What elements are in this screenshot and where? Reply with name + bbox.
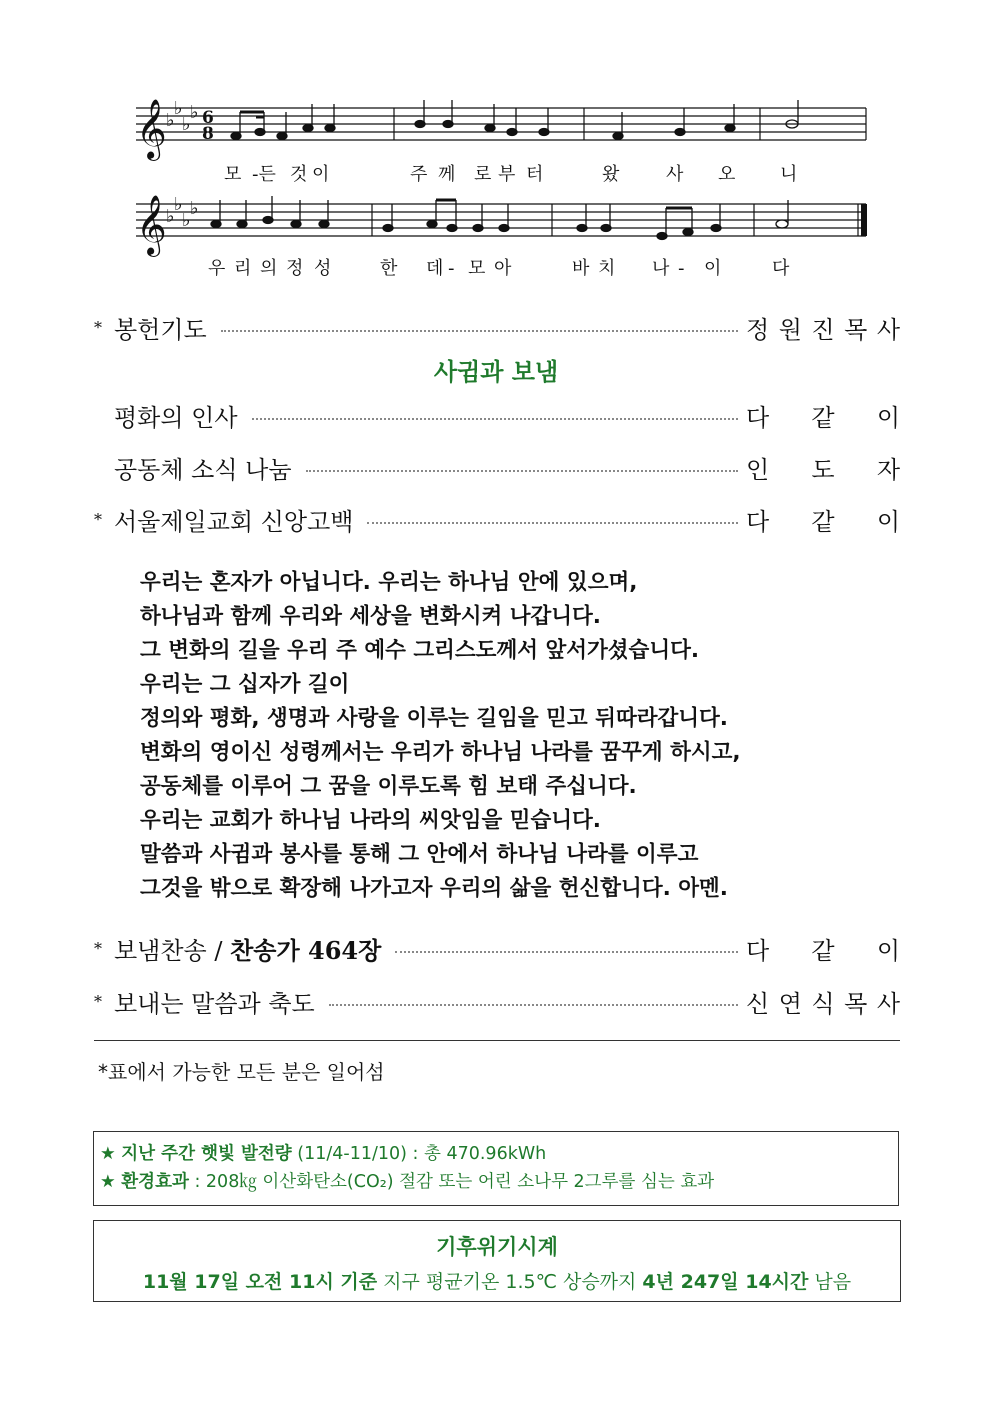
leader-dots	[367, 522, 738, 524]
star-icon: ★	[100, 1144, 116, 1164]
leader-dots	[221, 330, 738, 332]
svg-text:♭: ♭	[190, 198, 199, 219]
order-item-label: 보내는 말씀과 축도	[114, 989, 315, 1018]
creed-line: 그것을 밖으로 확장해 나가고자 우리의 삶을 헌신합니다. 아멘.	[140, 876, 728, 901]
order-item-label: 공동체 소식 나눔	[114, 455, 292, 484]
order-item-peace-greeting	[94, 398, 900, 432]
order-item-sending-hymn	[94, 931, 900, 965]
lyrics-line1: 모 -든 것 이 주 께 로 부 터 왔 사 오 니	[224, 164, 798, 185]
creed-line: 우리는 교회가 하나님 나라의 씨앗임을 믿습니다.	[140, 808, 601, 833]
standing-mark: *	[94, 991, 102, 1011]
creed-line: 그 변화의 길을 우리 주 예수 그리스도께서 앞서가셨습니다.	[140, 638, 700, 663]
order-item-leader: 다 같 이	[746, 936, 900, 965]
star-icon: ★	[100, 1172, 116, 1192]
order-item-offering-prayer	[94, 310, 900, 344]
solar-line1: ★ 지난 주간 햇빛 발전량 (11/4-11/10) : 총 470.96kWh	[100, 1144, 547, 1164]
svg-text:♭: ♭	[166, 206, 175, 227]
time-signature-bottom: 8	[202, 124, 214, 144]
creed-line: 하나님과 함께 우리와 세상을 변화시켜 나갑니다.	[140, 604, 601, 629]
svg-text:♭: ♭	[182, 114, 191, 135]
climate-clock-title: 기후위기시계	[436, 1235, 558, 1259]
creed-line: 변화의 영이신 성령께서는 우리가 하나님 나라를 꿈꾸게 하시고,	[140, 740, 741, 765]
order-item-label: 보냄찬송 / 찬송가 464장	[114, 935, 382, 965]
lyrics-line2: 우 리 의 정 성 한 데 - 모 아 바 치 나 - 이 다	[208, 258, 790, 279]
leader-dots	[306, 470, 738, 472]
time-signature-top: 6	[202, 108, 214, 128]
order-item-creed	[94, 502, 900, 536]
order-item-community-news	[94, 450, 900, 484]
climate-clock-box	[93, 1220, 901, 1302]
leader-dots	[329, 1004, 738, 1006]
order-item-leader: 인 도 자	[746, 455, 900, 484]
standing-mark: *	[94, 317, 102, 337]
order-item-label: 봉헌기도	[114, 315, 207, 344]
order-item-leader: 정 원 진 목 사	[746, 315, 900, 344]
creed-text	[140, 566, 920, 906]
order-item-leader: 신 연 식 목 사	[746, 989, 900, 1018]
footnote: *표에서 가능한 모든 분은 일어섬	[98, 1060, 385, 1084]
creed-line: 정의와 평화, 생명과 사랑을 이루는 길임을 믿고 뒤따라갑니다.	[140, 706, 728, 731]
svg-text:♭: ♭	[190, 102, 199, 123]
svg-text:♭: ♭	[174, 194, 183, 215]
climate-clock-line: 11월 17일 오전 11시 기준 지구 평균기온 1.5℃ 상승까지 4년 247일 14시간 남음	[142, 1271, 852, 1293]
solar-power-box	[93, 1131, 899, 1206]
svg-text:♭: ♭	[182, 210, 191, 231]
order-item-label: 서울제일교회 신앙고백	[114, 507, 354, 536]
standing-mark: *	[94, 509, 102, 529]
svg-text:♭: ♭	[174, 98, 183, 119]
treble-clef-icon: 𝄞	[136, 195, 167, 255]
divider	[94, 1040, 900, 1041]
creed-line: 우리는 혼자가 아닙니다. 우리는 하나님 안에 있으며,	[140, 570, 638, 595]
treble-clef-icon: 𝄞	[136, 99, 167, 159]
solar-line2: ★ 환경효과 : 208㎏ 이산화탄소(CO₂) 절감 또는 어린 소나무 2그루를 심는 효과	[100, 1172, 715, 1192]
section-title: 사귐과 보냄	[433, 358, 559, 386]
order-item-leader: 다 같 이	[746, 507, 900, 536]
creed-line: 공동체를 이루어 그 꿈을 이루도록 힘 보태 주십니다.	[140, 774, 637, 799]
svg-text:♭: ♭	[166, 110, 175, 131]
standing-mark: *	[94, 938, 102, 958]
order-item-leader: 다 같 이	[746, 403, 900, 432]
leader-dots	[252, 418, 738, 420]
hymn-score	[132, 96, 872, 286]
order-item-benediction	[94, 984, 900, 1018]
creed-line: 우리는 그 십자가 길이	[140, 672, 350, 697]
leader-dots	[395, 951, 738, 953]
creed-line: 말씀과 사귐과 봉사를 통해 그 안에서 하나님 나라를 이루고	[140, 842, 699, 867]
order-item-label: 평화의 인사	[114, 403, 238, 432]
